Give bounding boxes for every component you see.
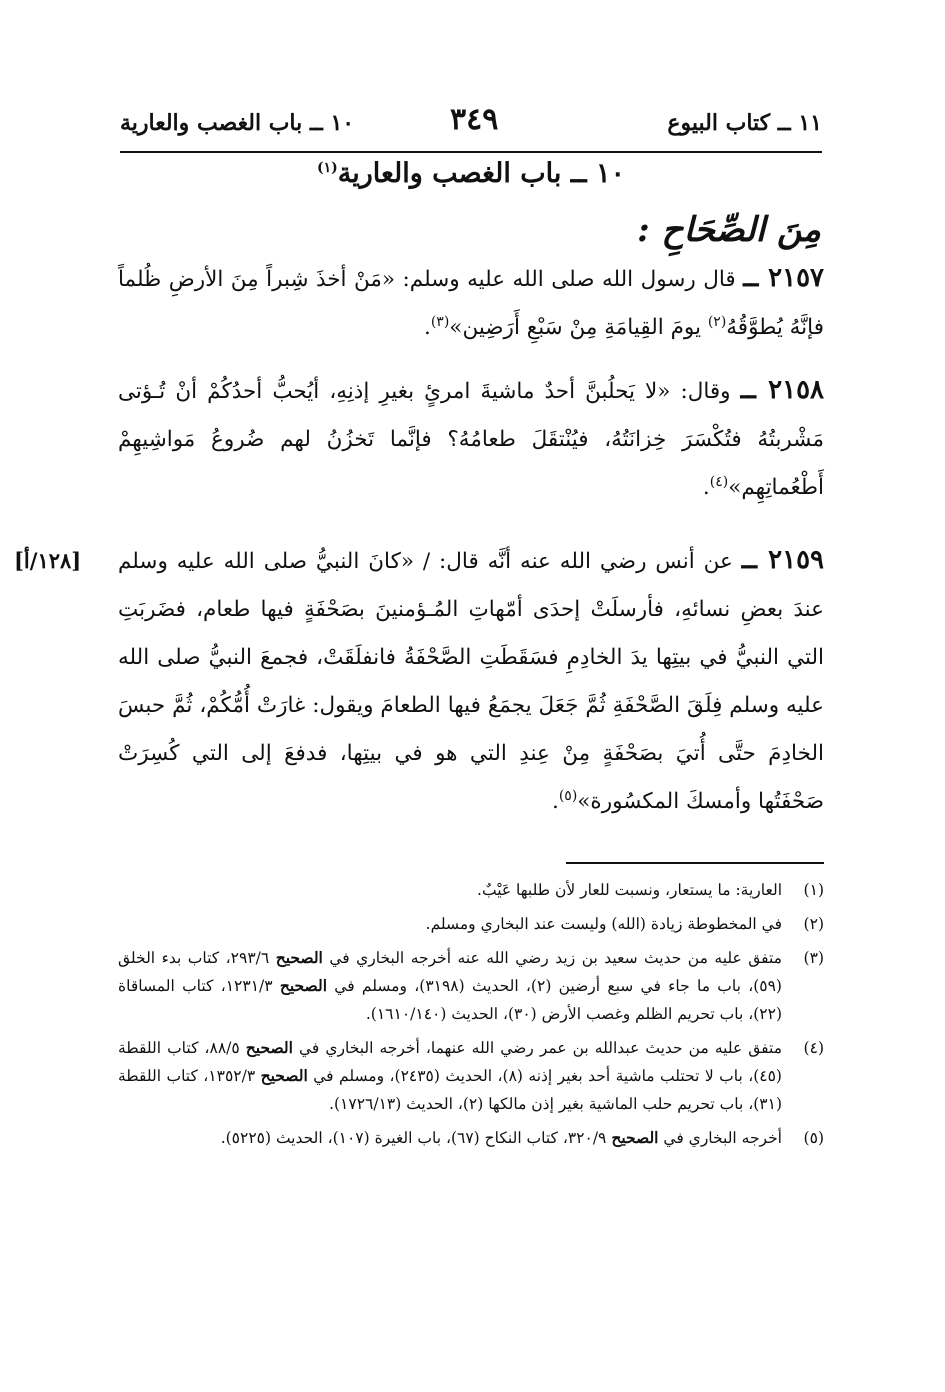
header-book-title: ١١ ــ كتاب البيوع: [667, 110, 822, 136]
header-chapter-title: ١٠ ــ باب الغصب والعارية: [120, 110, 355, 136]
hadith-text: عن أنس رضي الله عنه أنَّه قال: / «كانَ النبيُّ صلى الله عليه وسلم عندَ بعضِ نسائهِ، فأرسلَتْ إحدَى أمّهاتِ المُـؤمنينَ بصَحْفَةٍ فيها طعام، فضَربَتِ التي النبيُّ في بيتِها يدَ الخادِمِ فسَقَطَتِ الصَّحْفَةُ فانفلَقَتْ، فجمعَ النبيُّ صلى الله عليه وسلم فِلَقَ الصَّحْفَةِ ثُمَّ جَعَلَ يجمَعُ فيها الطعامَ ويقول: غارَتْ أُمُّكُمْ، ثُمَّ حبسَ الخادِمَ حتَّى أُتيَ بصَحْفَةٍ مِنْ عِندِ التي هو في بيتِها، فدفعَ إلى التي كُسِرَتْ صَحْفَتُها وأمسكَ المكسُورة»: [118, 549, 824, 814]
hadith-text: قال رسول الله صلى الله عليه وسلم: «مَنْ أخذَ شِبراً مِنَ الأرضِ ظُلماً فإنَّهُ يُطوَّقُهُ: [118, 267, 824, 340]
hadith-end: .: [423, 315, 431, 340]
footnote-text-part: ٣٢٠/٩، كتاب النكاح (٦٧)، باب الغيرة (١٠٧)، الحديث (٥٢٢٥).: [220, 1129, 612, 1147]
chapter-title: [120, 158, 822, 189]
footnote-text: [118, 944, 782, 1028]
footnotes: [118, 876, 824, 1158]
footnote-ref: (٢): [707, 313, 727, 330]
footnote-text-part: ١٢٣١/٣، كتاب المساقاة (٢٢)، باب تحريم الظلم وغصب الأرض (٣٠)، الحديث (١٦١٠/١٤٠).: [118, 977, 782, 1023]
footnote-text-part: في المخطوطة زيادة (الله) وليست عند البخاري ومسلم.: [425, 915, 782, 933]
page-number: ٣٤٩: [450, 102, 499, 137]
hadith-number: ٢١٥٩ ــ: [741, 545, 824, 575]
footnote-text-part: العارية: ما يستعار، ونسبت للعار لأن طلبها عَيْبٌ.: [477, 881, 782, 899]
footnote-text-part: أخرجه البخاري في: [658, 1129, 782, 1147]
footnote-text-part: ٢٩٣/٦، كتاب بدء الخلق (٥٩)، باب ما جاء في سبع أرضين (٢)، الحديث (٣١٩٨)، ومسلم في: [118, 949, 782, 995]
footnote-text: [118, 1124, 782, 1152]
footnote-text-part: ٨٨/٥، كتاب اللقطة (٤٥)، باب لا تحتلب ماشية أحد بغير إذنه (٨)، الحديث (٢٤٣٥)، ومسلم في: [118, 1039, 782, 1085]
footnote-1: [118, 876, 824, 904]
header-rule: [120, 151, 822, 153]
footnote-number: (٥): [803, 1129, 824, 1147]
footnote-ref: (٤): [709, 473, 729, 490]
chapter-footnote-ref: (١): [316, 160, 338, 176]
section-source-label: مِنَ الصِّحَاحِ :: [637, 210, 821, 250]
footnote-5: [118, 1124, 824, 1152]
footnote-text-part: متفق عليه من حديث عبدالله بن عمر رضي الله عنهما، أخرجه البخاري في: [292, 1039, 782, 1057]
source-title: الصحيح: [275, 948, 323, 967]
footnote-text: [118, 1034, 782, 1118]
footnote-3: [118, 944, 824, 1028]
hadith-end: .: [551, 789, 559, 814]
hadith-end: .: [702, 475, 710, 500]
running-header: [120, 104, 822, 150]
footnote-2: [118, 910, 824, 938]
footnote-text-part: ١٣٥٢/٣، كتاب اللقطة (٣١)، باب تحريم حلب الماشية بغير إذن مالكها (٢)، الحديث (١٧٢٦/١٣).: [118, 1067, 782, 1113]
hadith-text: وقال: «لا يَحلُبنَّ أحدٌ ماشيةَ امرئٍ بغيرِ إذنِهِ، أيُحبُّ أحدُكُمْ أنْ تُـؤتى مَشْربتُهُ فتُكْسَرَ خِزانَتُهُ، فيُنْتقَلَ طعامُهُ؟ فإنَّما تَخزُنُ لهم ضُروعُ مَواشِيهِمْ أَطْعُماتِهِم»: [118, 379, 824, 500]
hadith-number: ٢١٥٨ ــ: [740, 375, 824, 405]
footnote-ref: (٥): [558, 787, 578, 804]
footnote-separator: [566, 862, 824, 864]
source-title: الصحيح: [245, 1038, 293, 1057]
footnote-number: (٢): [803, 915, 824, 933]
source-title: الصحيح: [279, 976, 328, 995]
footnote-number: (٤): [803, 1039, 824, 1057]
hadith-2159: [118, 536, 824, 826]
footnote-text-part: متفق عليه من حديث سعيد بن زيد رضي الله عنه أخرجه البخاري في: [322, 949, 782, 967]
footnote-number: (٣): [803, 949, 824, 967]
hadith-text-continued: يومَ القِيامَةِ مِنْ سَبْعِ أَرَضِين»: [449, 315, 708, 340]
footnote-text: [118, 876, 782, 904]
source-title: الصحيح: [611, 1128, 659, 1147]
manuscript-folio-marker: [١٢٨/أ]: [14, 548, 82, 573]
footnote-ref: (٣): [430, 313, 450, 330]
footnote-number: (١): [803, 881, 824, 899]
chapter-title-text: ١٠ ــ باب الغصب والعارية: [337, 158, 626, 189]
hadith-2158: [118, 366, 824, 512]
hadith-2157: [118, 254, 824, 352]
footnote-text: [118, 910, 782, 938]
footnote-4: [118, 1034, 824, 1118]
source-title: الصحيح: [260, 1066, 308, 1085]
hadith-number: ٢١٥٧ ــ: [743, 263, 824, 293]
